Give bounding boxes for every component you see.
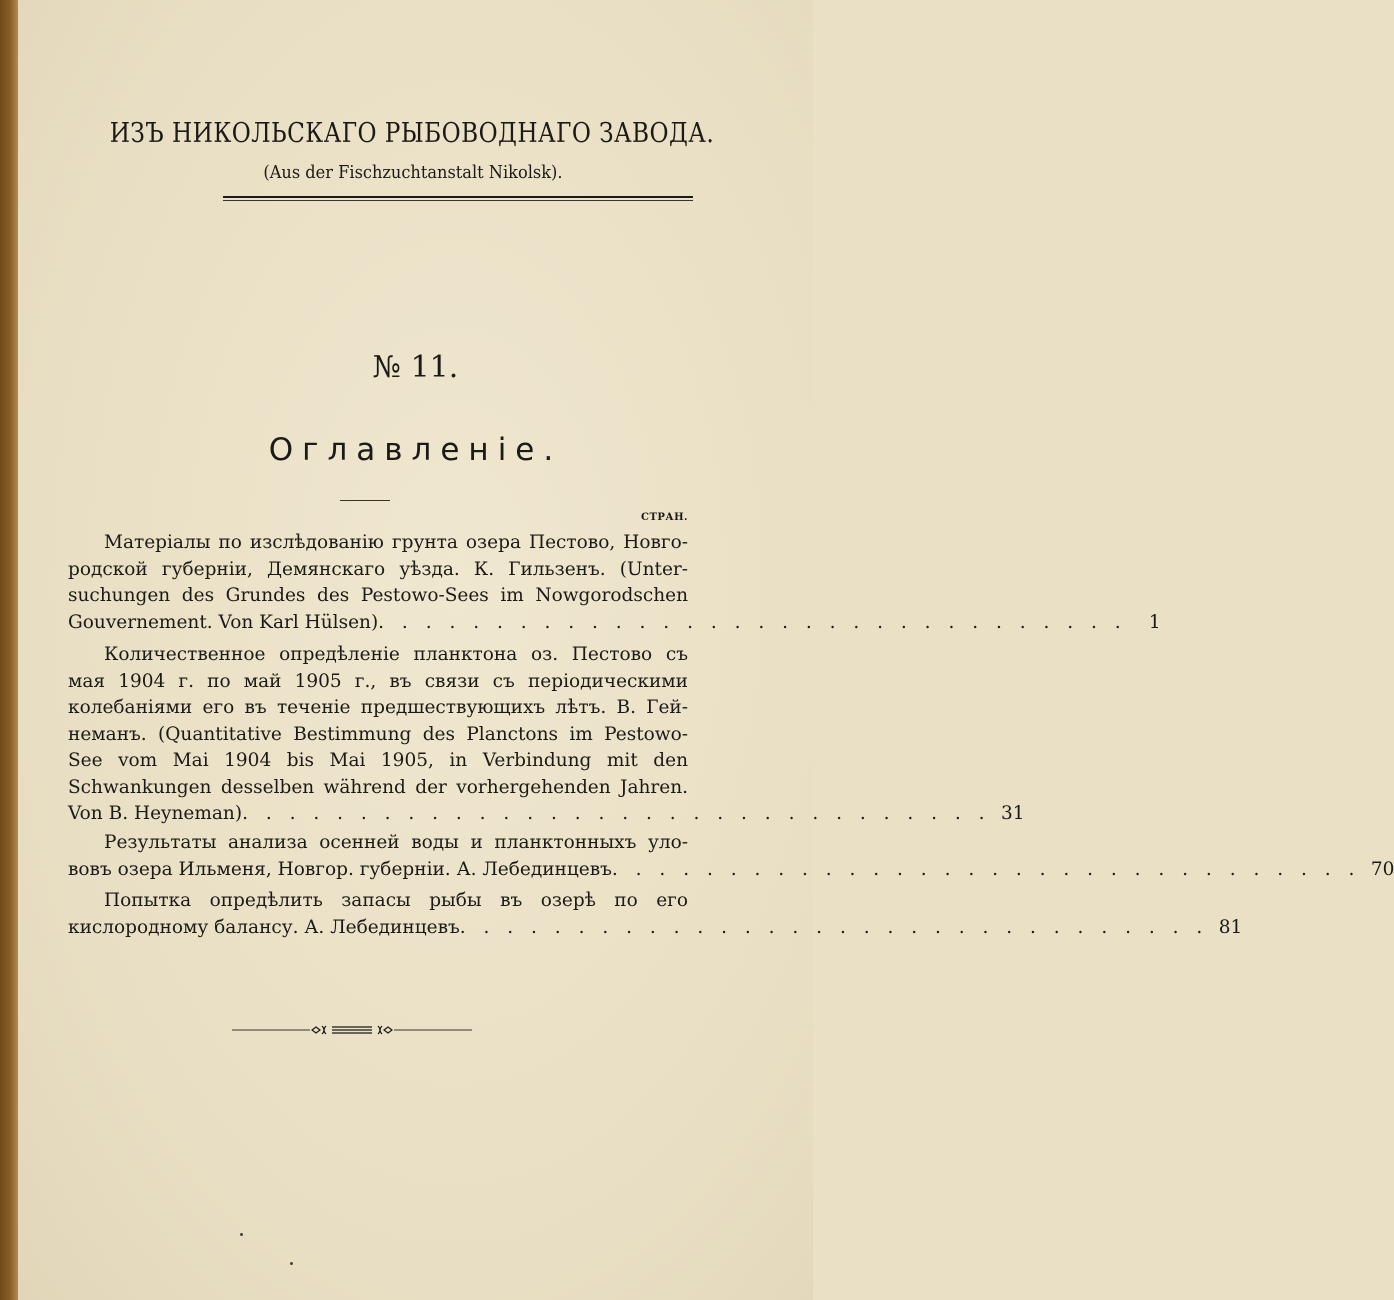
book-spine-edge: [0, 0, 18, 1300]
dot-leader: . . . . . . . . . . . . . . . . . . . . . . . . . . . . . . . .: [611, 858, 1361, 880]
ornament-divider: [232, 1020, 472, 1040]
toc-entry: [68, 642, 1025, 828]
entry-page-number: 81: [1218, 916, 1243, 938]
toc-entry: [68, 830, 1394, 883]
toc-entry: [68, 888, 1243, 941]
header-rule-thin: [223, 200, 693, 201]
heading-divider: [340, 500, 390, 501]
dot-leader: . . . . . . . . . . . . . . . . . . . . . . . . . . . . . . . .: [378, 611, 1127, 633]
page-header-subtitle: (Aus der Fischzuchtanstalt Nikolsk).: [263, 162, 563, 183]
entry-line: родской губерніи, Демянскаго уѣзда. К. Гильзенъ. (Unter-: [68, 558, 688, 580]
contents-heading: Оглавленіе.: [268, 432, 563, 468]
document-page: [18, 0, 1394, 1300]
entry-line: колебаніями его въ теченіе предшествующихъ лѣтъ. В. Гей-: [68, 697, 688, 718]
entry-line: suchungen des Grundes des Pestowo-Sees im Nowgorodschen: [68, 585, 688, 606]
paper-speck: [290, 1262, 293, 1265]
toc-entry: [68, 530, 1161, 636]
entry-last-line: кислородному балансу. А. Лебединцевъ . . . . . . . . . . . . . . . . . . . . . . . . . . . . . . . . 81: [68, 915, 688, 942]
header-rule-thick: [223, 196, 693, 198]
dot-leader: . . . . . . . . . . . . . . . . . . . . . . . . . . . . . . . .: [459, 916, 1209, 938]
page-header-title: ИЗЪ НИКОЛЬСКАГО РЫБОВОДНАГО ЗАВОДА.: [109, 118, 715, 149]
entry-line: Матеріалы по изслѣдованію грунта озера Пестово, Новго-: [104, 532, 688, 553]
issue-number: № 11.: [372, 350, 459, 385]
entry-line: Количественное опредѣленіе планктона оз. Пестово съ: [104, 644, 688, 665]
entry-last-line: Gouvernement. Von Karl Hülsen) . . . . . . . . . . . . . . . . . . . . . . . . . . . . . . . . 1: [68, 610, 688, 637]
paper-speck: [240, 1233, 243, 1236]
entry-page-number: 1: [1148, 611, 1161, 633]
entry-line: See vom Mai 1904 bis Mai 1905, in Verbindung mit den: [68, 750, 688, 771]
page-column-label: СТРАН.: [641, 512, 688, 523]
entry-line: мая 1904 г. по май 1905 г., въ связи съ періодическими: [68, 670, 688, 692]
entry-page-number: 70: [1370, 858, 1394, 880]
entry-line: Результаты анализа осенней воды и планктонныхъ уло-: [104, 832, 688, 853]
entry-line: Schwankungen desselben während der vorhergehenden Jahren.: [68, 776, 688, 798]
entry-page-number: 31: [1001, 803, 1025, 824]
dot-leader: . . . . . . . . . . . . . . . . . . . . . . . . . . . . . . . .: [242, 803, 991, 824]
entry-line: Попытка опредѣлить запасы рыбы въ озерѣ по его: [104, 890, 688, 911]
entry-last-line: вовъ озера Ильменя, Новгор. губерніи. А. Лебединцевъ . . . . . . . . . . . . . . . . . . . . . . . . . . . . . . . . 70: [68, 857, 688, 884]
entry-line: неманъ. (Quantitative Bestimmung des Planctons im Pestowo-: [68, 723, 688, 745]
entry-last-line: Von B. Heyneman) . . . . . . . . . . . . . . . . . . . . . . . . . . . . . . . . 31: [68, 801, 688, 828]
